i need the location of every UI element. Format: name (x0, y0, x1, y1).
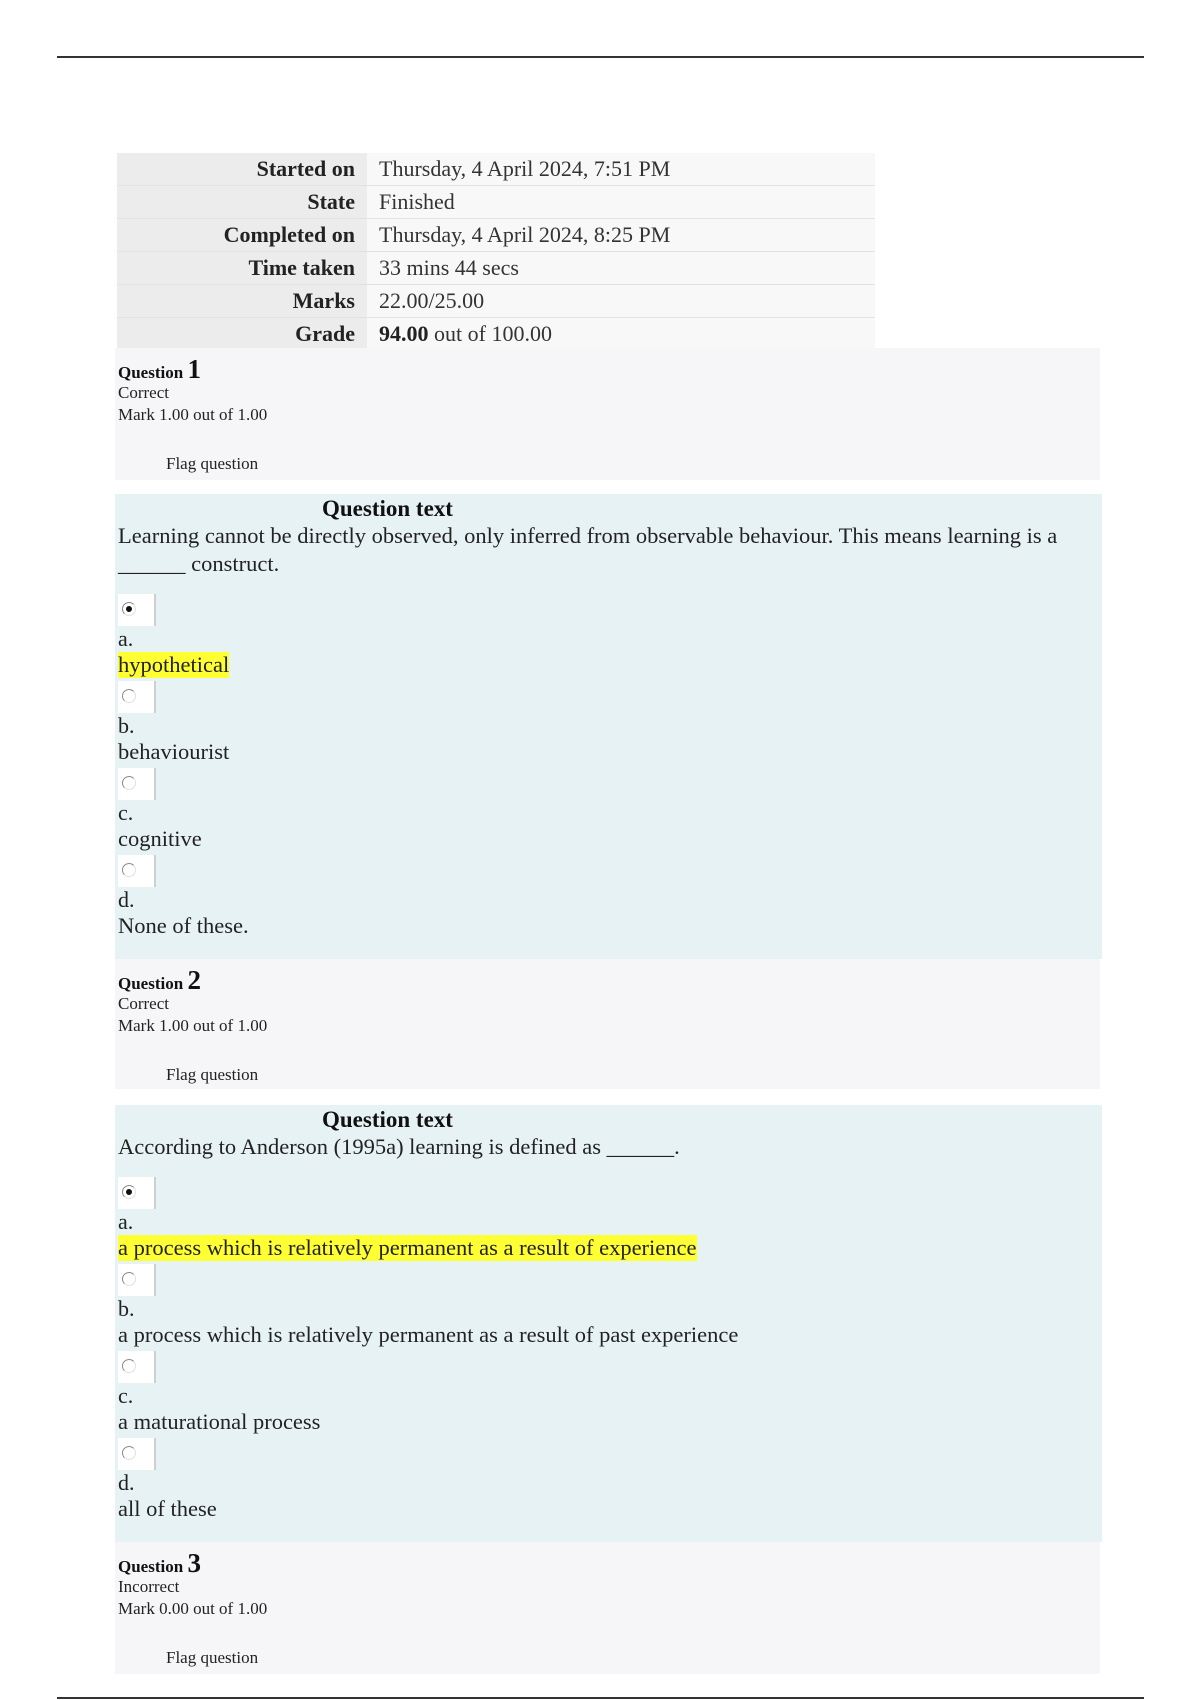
question-label: Question (118, 363, 184, 382)
summary-label: Started on (117, 153, 367, 186)
question-mark: Mark 1.00 out of 1.00 (118, 405, 268, 424)
summary-label: Grade (117, 318, 367, 351)
radio-container (118, 1351, 156, 1383)
question-number (118, 965, 201, 996)
summary-row (117, 252, 875, 285)
radio-button[interactable] (122, 1185, 136, 1199)
option-letter: c. (118, 1383, 134, 1408)
radio-container (118, 681, 156, 713)
radio-button[interactable] (122, 776, 136, 790)
summary-value: Thursday, 4 April 2024, 7:51 PM (367, 153, 875, 186)
summary-value: 33 mins 44 secs (367, 252, 875, 285)
question-info-3 (115, 1542, 1100, 1674)
flag-question-link[interactable]: Flag question (166, 454, 259, 473)
grade-out-of: out of 100.00 (428, 321, 552, 346)
question-label: Question (118, 1557, 184, 1576)
summary-row (117, 285, 875, 318)
question-state: Incorrect (118, 1577, 180, 1596)
option-answer: behaviourist (118, 739, 230, 764)
top-rule (57, 56, 1144, 58)
option-letter: d. (118, 1470, 135, 1495)
radio-container (118, 1264, 156, 1296)
summary-label: Completed on (117, 219, 367, 252)
attempt-summary-table (117, 153, 875, 350)
summary-label: State (117, 186, 367, 219)
question-text: According to Anderson (1995a) learning is defined as ______. (118, 1134, 680, 1159)
radio-button[interactable] (122, 1446, 136, 1460)
radio-button[interactable] (122, 863, 136, 877)
summary-value: Thursday, 4 April 2024, 8:25 PM (367, 219, 875, 252)
flag-question-link[interactable]: Flag question (166, 1648, 259, 1667)
question-text: Learning cannot be directly observed, only inferred from observable behaviour. This means learning is a ______ construct. (118, 523, 1058, 576)
radio-button[interactable] (122, 1359, 136, 1373)
summary-row (117, 186, 875, 219)
summary-label: Time taken (117, 252, 367, 285)
radio-button[interactable] (122, 689, 136, 703)
question-content-1 (115, 494, 1102, 959)
question-number-value: 2 (187, 965, 201, 995)
summary-label: Marks (117, 285, 367, 318)
question-info-1 (115, 348, 1100, 480)
question-number-value: 3 (187, 1548, 201, 1578)
question-mark: Mark 0.00 out of 1.00 (118, 1599, 268, 1618)
summary-value (367, 318, 875, 351)
option-answer: a process which is relatively permanent as a result of past experience (118, 1322, 739, 1347)
question-state: Correct (118, 994, 169, 1013)
option-answer: all of these (118, 1496, 217, 1521)
radio-container (118, 768, 156, 800)
question-number (118, 354, 201, 385)
summary-value: Finished (367, 186, 875, 219)
radio-container (118, 1177, 156, 1209)
question-label: Question (118, 974, 184, 993)
option-letter: b. (118, 713, 135, 738)
question-text-heading: Question text (322, 496, 453, 521)
question-number-value: 1 (187, 354, 201, 384)
question-mark: Mark 1.00 out of 1.00 (118, 1016, 268, 1035)
question-info-2 (115, 959, 1100, 1089)
option-answer: a process which is relatively permanent as a result of experience (118, 1235, 697, 1260)
radio-container (118, 594, 156, 626)
radio-container (118, 855, 156, 887)
summary-row (117, 219, 875, 252)
bottom-rule (57, 1697, 1144, 1699)
radio-button[interactable] (122, 1272, 136, 1286)
option-letter: a. (118, 1209, 134, 1234)
summary-row (117, 318, 875, 351)
option-letter: d. (118, 887, 135, 912)
question-number (118, 1548, 201, 1579)
option-letter: c. (118, 800, 134, 825)
question-text-heading: Question text (322, 1107, 453, 1132)
option-letter: a. (118, 626, 134, 651)
summary-value: 22.00/25.00 (367, 285, 875, 318)
grade-value: 94.00 (379, 321, 429, 346)
summary-row (117, 153, 875, 186)
radio-container (118, 1438, 156, 1470)
option-answer: cognitive (118, 826, 202, 851)
option-answer: a maturational process (118, 1409, 321, 1434)
flag-question-link[interactable]: Flag question (166, 1065, 259, 1084)
option-answer: None of these. (118, 913, 249, 938)
question-content-2 (115, 1105, 1102, 1542)
question-state: Correct (118, 383, 169, 402)
option-letter: b. (118, 1296, 135, 1321)
option-answer: hypothetical (118, 652, 230, 677)
radio-button[interactable] (122, 602, 136, 616)
